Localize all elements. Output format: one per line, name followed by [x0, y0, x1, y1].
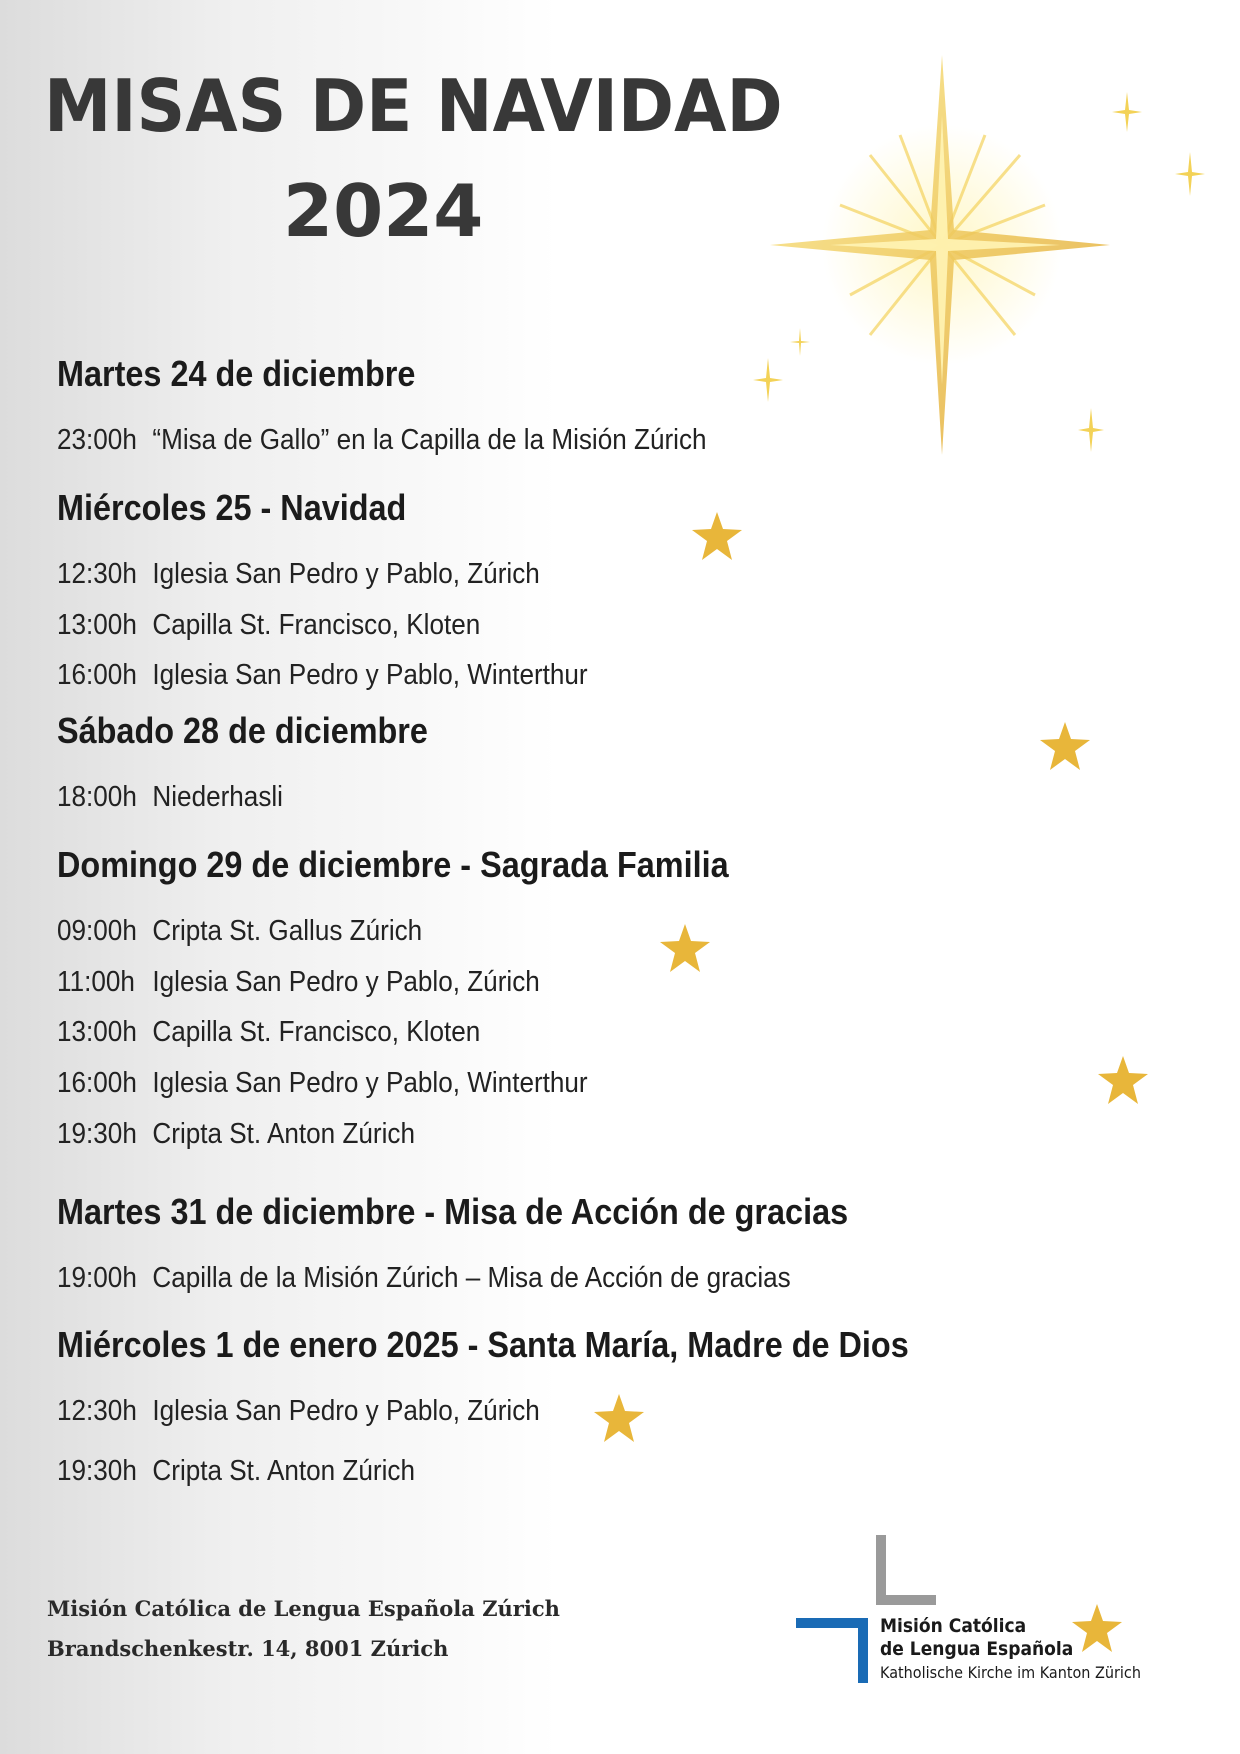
section-heading: Martes 24 de diciembre — [57, 353, 416, 394]
mass-time: 19:00h — [57, 1262, 137, 1294]
schedule-section — [57, 486, 588, 691]
mass-time: 23:00h — [57, 424, 137, 456]
footer-address: Brandschenkestr. 14, 8001 Zúrich — [47, 1636, 449, 1661]
mass-location: “Misa de Gallo” en la Capilla de la Misión Zúrich — [152, 424, 707, 456]
mass-time: 13:00h — [57, 1016, 137, 1048]
schedule-section — [57, 843, 803, 1150]
mass-location: Capilla de la Misión Zúrich – Misa de Acción de gracias — [152, 1262, 791, 1294]
list-item — [57, 1117, 415, 1151]
list-item — [57, 658, 588, 692]
schedule-section — [57, 709, 469, 813]
section-heading: Miércoles 1 de enero 2025 - Santa María, Madre de Dios — [57, 1324, 909, 1365]
list-item — [57, 780, 283, 814]
mass-location: Iglesia San Pedro y Pablo, Zúrich — [152, 966, 540, 998]
mass-location: Cripta St. Anton Zúrich — [152, 1455, 415, 1487]
mass-location: Capilla St. Francisco, Kloten — [152, 1016, 481, 1048]
mass-time: 19:30h — [57, 1118, 137, 1150]
small-gold-star-icon — [1040, 722, 1090, 770]
schedule-section — [57, 352, 707, 456]
schedule-section — [57, 1323, 1003, 1487]
mass-location: Capilla St. Francisco, Kloten — [152, 609, 481, 641]
logo-gray-bar — [876, 1595, 936, 1605]
mass-time: 11:00h — [57, 966, 135, 998]
sparkle-icon — [1112, 92, 1142, 132]
list-item — [57, 1066, 588, 1100]
logo-line-1: Misión Católica — [880, 1615, 1027, 1637]
mass-location: Cripta St. Anton Zúrich — [152, 1118, 415, 1150]
mass-location: Iglesia San Pedro y Pablo, Zúrich — [152, 558, 540, 590]
sparkle-icon — [753, 358, 783, 402]
sparkle-icon — [1078, 408, 1104, 452]
list-item — [57, 608, 480, 642]
list-item — [57, 1394, 540, 1428]
logo-line-2: de Lengua Española — [880, 1638, 1074, 1660]
mass-time: 12:30h — [57, 1395, 137, 1427]
mass-time: 13:00h — [57, 609, 137, 641]
list-item — [57, 914, 422, 948]
mass-location: Iglesia San Pedro y Pablo, Winterthur — [152, 659, 588, 691]
list-item — [57, 1454, 415, 1488]
mass-time: 19:30h — [57, 1455, 137, 1487]
small-gold-star-icon — [1098, 1056, 1148, 1104]
section-heading: Domingo 29 de diciembre - Sagrada Familia — [57, 844, 729, 885]
list-item — [57, 1261, 791, 1295]
mission-logo — [796, 1535, 1156, 1685]
sparkle-icon — [790, 328, 810, 356]
section-heading: Martes 31 de diciembre - Misa de Acción de gracias — [57, 1191, 849, 1232]
mass-location: Iglesia San Pedro y Pablo, Winterthur — [152, 1067, 588, 1099]
footer-organization: Misión Católica de Lengua Española Zúrich — [47, 1596, 560, 1621]
page-title: MISAS DE NAVIDAD — [44, 64, 783, 148]
small-gold-star-icon — [660, 924, 710, 972]
list-item — [57, 557, 540, 591]
mass-time: 09:00h — [57, 915, 137, 947]
big-glowing-star-icon — [770, 55, 1110, 455]
section-heading: Sábado 28 de diciembre — [57, 710, 428, 751]
logo-line-3: Katholische Kirche im Kanton Zürich — [880, 1663, 1141, 1682]
schedule-section — [57, 1190, 936, 1294]
mass-location: Cripta St. Gallus Zúrich — [152, 915, 423, 947]
mass-time: 16:00h — [57, 659, 137, 691]
list-item — [57, 965, 540, 999]
mass-location: Iglesia San Pedro y Pablo, Zúrich — [152, 1395, 540, 1427]
sparkle-icon — [1175, 152, 1205, 196]
section-heading: Miércoles 25 - Navidad — [57, 487, 407, 528]
page-title-year: 2024 — [283, 169, 484, 253]
list-item — [57, 1015, 480, 1049]
list-item — [57, 423, 707, 457]
small-gold-star-icon — [594, 1394, 644, 1442]
mass-time: 18:00h — [57, 781, 137, 813]
logo-blue-bar — [858, 1618, 868, 1683]
small-gold-star-icon — [692, 512, 742, 560]
mass-time: 16:00h — [57, 1067, 137, 1099]
mass-time: 12:30h — [57, 558, 137, 590]
mass-location: Niederhasli — [152, 781, 283, 813]
